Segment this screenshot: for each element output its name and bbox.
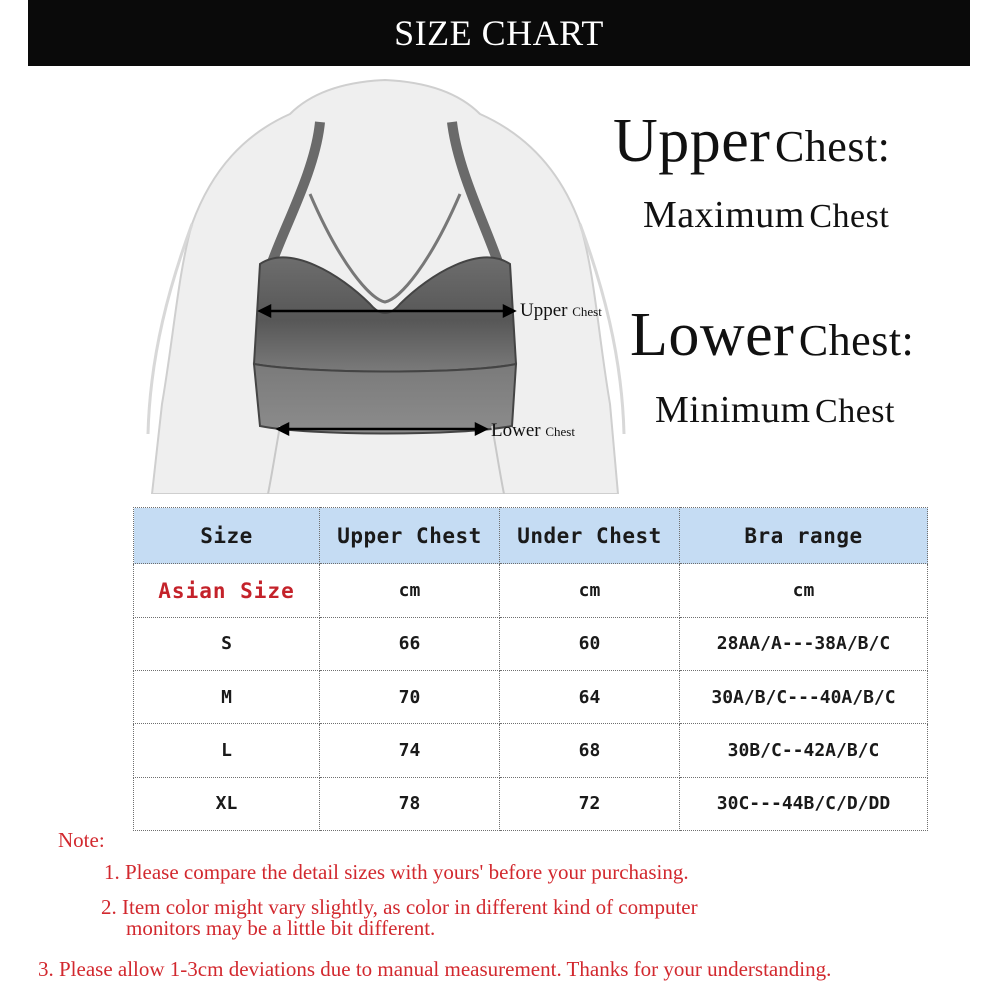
header-bra-range: Bra range <box>680 508 928 564</box>
upper-chest-callout: Upper Chest <box>520 300 602 321</box>
table-unit-row <box>134 564 928 617</box>
under-chest-cell: 64 <box>500 671 680 724</box>
bra-range-cell: 30C---44B/C/D/DD <box>680 777 928 830</box>
bra-range-cell: 30A/B/C---40A/B/C <box>680 671 928 724</box>
unit-cell: cm <box>680 564 928 617</box>
under-chest-cell: 72 <box>500 777 680 830</box>
note-item-2-continued: monitors may be a little bit different. <box>126 916 436 940</box>
size-cell: XL <box>134 777 320 830</box>
upper-chest-cell: 78 <box>320 777 500 830</box>
header-upper-chest: Upper Chest <box>320 508 500 564</box>
upper-chest-definition: Maximum Chest <box>643 194 890 236</box>
under-chest-cell: 60 <box>500 617 680 670</box>
note-item-3: 3. Please allow 1-3cm deviations due to manual measurement. Thanks for your understanding. <box>38 957 832 981</box>
size-table <box>133 507 928 831</box>
table-row <box>134 671 928 724</box>
note-item-2: 2. Item color might vary slightly, as color in different kind of computer <box>101 895 698 919</box>
upper-chest-heading: Upper Chest: <box>613 107 891 175</box>
banner-title: SIZE CHART <box>394 13 604 53</box>
unit-cell: cm <box>320 564 500 617</box>
upper-chest-cell: 66 <box>320 617 500 670</box>
asian-size-label: Asian Size <box>134 564 320 617</box>
upper-chest-cell: 74 <box>320 724 500 777</box>
under-chest-cell: 68 <box>500 724 680 777</box>
table-row <box>134 777 928 830</box>
size-cell: S <box>134 617 320 670</box>
table-row <box>134 724 928 777</box>
size-cell: M <box>134 671 320 724</box>
unit-cell: cm <box>500 564 680 617</box>
header-size: Size <box>134 508 320 564</box>
note-item-1: 1. Please compare the detail sizes with yours' before your purchasing. <box>104 860 689 884</box>
size-chart-banner <box>28 0 970 66</box>
lower-chest-definition: Minimum Chest <box>655 389 895 431</box>
table-row <box>134 617 928 670</box>
upper-chest-cell: 70 <box>320 671 500 724</box>
bra-range-cell: 28AA/A---38A/B/C <box>680 617 928 670</box>
header-under-chest: Under Chest <box>500 508 680 564</box>
bra-range-cell: 30B/C--42A/B/C <box>680 724 928 777</box>
note-label: Note: <box>58 828 105 852</box>
lower-chest-heading: Lower Chest: <box>630 301 915 369</box>
lower-chest-callout: Lower Chest <box>491 420 575 441</box>
table-header-row <box>134 508 928 564</box>
size-cell: L <box>134 724 320 777</box>
